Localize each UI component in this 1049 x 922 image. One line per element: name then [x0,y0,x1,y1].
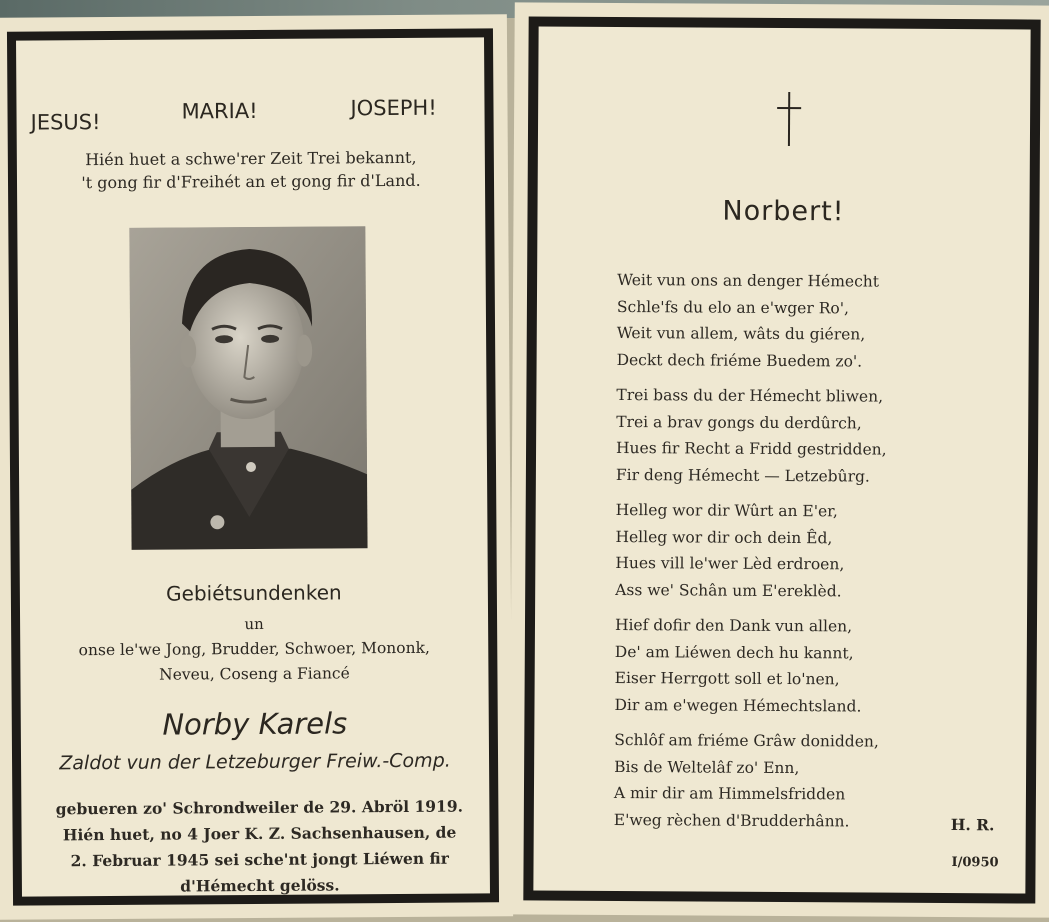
military-unit: Zaldot vun der Letzeburger Freiw.-Comp. [59,749,451,775]
memorial-conjunction: un [244,614,264,634]
poem-stanza [615,497,956,605]
relations-line: Neveu, Coseng a Fiancé [159,664,350,684]
poem-line: A mir dir am Himmelsfridden [613,783,846,804]
portrait-illustration [129,226,367,550]
biography [43,793,476,900]
poem-line: Helleg wor dir Wûrt an E'er, [615,500,838,521]
poem-line: Eiser Herrgott soll et lo'nen, [614,668,840,689]
poem-line: Hief dofir den Dank vun allen, [614,615,853,636]
poem-line: Hues vill le'wer Lèd erdroen, [615,553,845,574]
invocation-joseph: JOSEPH! [350,95,437,121]
poem-line: De' am Liéwen dech hu kannt, [614,642,854,662]
bio-line: gebueren zo' Schrondweiler de 29. Abröl 1919. [55,796,464,819]
intro-line: 't gong fir d'Freihét an et gong fir d'Land. [81,170,421,193]
memorial-title: Gebiétsundenken [166,580,342,606]
poem-line: Dir am e'wegen Hémechtsland. [614,695,862,715]
poem-line: Schle'fs du elo an e'wger Ro', [616,297,849,317]
invocation [16,95,484,135]
memorial-relations [20,635,488,688]
relations-line: onse le'we Jong, Brudder, Schwoer, Mononk, [78,638,430,660]
poem-line: Hues fir Recht a Fridd gestridden, [616,438,887,459]
poem-line: Ass we' Schân um E'ereklèd. [615,580,842,600]
poem [614,267,958,844]
poem-title: Norbert! [722,195,845,228]
memorial-card-right [523,16,1040,903]
cross-icon [774,90,804,148]
poem-line: Fir deng Hémecht — Letzebûrg. [615,465,870,486]
poem-line: Weit vun ons an denger Hémecht [617,270,880,291]
poem-line: Helleg wor dir och dein Êd, [615,527,833,547]
poem-stanza [617,267,958,375]
bio-line: 2. Februar 1945 sei sche'nt jongt Liéwen fir [70,848,449,871]
poem-line: Schlôf am friéme Grâw donidden, [614,730,879,751]
intro-line: Hién huet a schwe'rer Zeit Trei bekannt, [85,147,417,170]
invocation-maria: MARIA! [181,98,258,124]
intro-verse [17,145,485,194]
poem-line: Deckt dech friéme Buedem zo'. [616,350,863,370]
bio-line: Hién huet, no 4 Joer K. Z. Sachsenhausen, de [62,822,457,845]
print-reference: I/0950 [951,855,999,871]
invocation-jesus: JESUS! [30,110,101,135]
memorial-card-left [7,28,499,905]
deceased-name: Norby Karels [162,706,348,742]
poem-line: Trei bass du der Hémecht bliwen, [616,385,884,406]
poem-stanza [614,727,955,835]
poem-line: E'weg rèchen d'Brudderhânn. [613,810,850,830]
poem-line: Weit vun allem, wâts du giéren, [616,323,866,344]
poem-stanza [614,612,955,720]
poem-line: Bis de Weltelâf zo' Enn, [614,757,800,777]
portrait-photo [129,226,367,550]
poem-stanza [616,382,957,490]
background-strip [0,0,1049,18]
bio-line: d'Hémecht gelöss. [180,875,340,896]
author-signature: H. R. [950,815,995,835]
poem-line: Trei a brav gongs du derdûrch, [616,412,862,432]
